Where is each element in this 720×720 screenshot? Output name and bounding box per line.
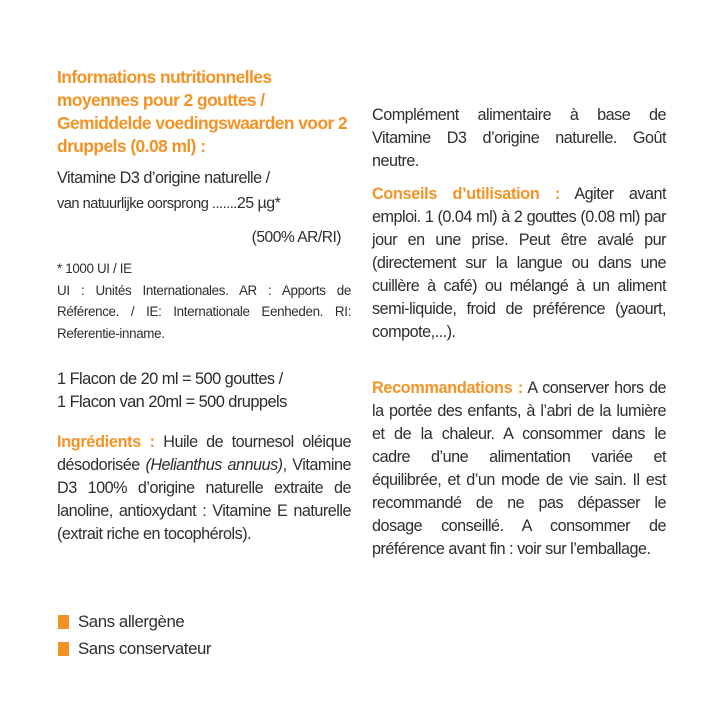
vitamin-origin-label: van natuurlijke oorsprong ....... <box>57 196 237 212</box>
vitamin-d3-line: Vitamine D3 d’origine naturelle / <box>57 169 270 187</box>
bottle-info-nl: 1 Flacon van 20ml = 500 druppels <box>57 393 287 411</box>
ingredients-text-2: , Vitamine D3 100% d’origine naturelle extraite de lanoline, antioxydant : Vitamine E naturelle (extrait riche en tocophérols). <box>57 456 351 543</box>
recommendations-text: A conserver hors de la portée des enfants, à l’abri de la lumière et de la chaleur. A consommer dans le cadre d’une alimentation variée et équilibrée, et d’un mode de vie sain. Il est recommandé de ne pas dépasser le dosage conseillé. A consommer de préférence avant fin : voir sur l’emballage. <box>372 379 666 558</box>
vitamin-reference-percent: (500% AR/RI) <box>251 229 341 246</box>
nutrition-heading: Informations nutritionnelles moyennes pour 2 gouttes / Gemiddelde voedingswaarden voor 2 druppels (0.08 ml) : <box>57 67 348 156</box>
footnote-ui-ie: * 1000 UI / IE <box>57 261 132 276</box>
claim-preservative-free <box>57 635 351 662</box>
ingredients-text-1: Huile de tournesol oléique désodorisée <box>57 433 351 474</box>
ingredients <box>57 431 351 546</box>
claims-list <box>57 608 351 662</box>
orange-square-bullet-icon <box>58 642 69 656</box>
recommendations-label: Recommandations : <box>372 379 523 397</box>
ingredients-label: Ingrédients : <box>57 433 155 451</box>
recommendations <box>372 377 666 561</box>
product-description: Complément alimentaire à base de Vitamine D3 d’origine naturelle. Goût neutre. <box>372 106 666 170</box>
claim-label: Sans conservateur <box>78 638 212 658</box>
orange-square-bullet-icon <box>58 615 69 629</box>
footnote-definitions: UI : Unités Internationales. AR : Apports de Référence. / IE: Internationale Eenheden. RI: Referentie-inname. <box>57 282 351 341</box>
claim-allergen-free <box>57 608 351 635</box>
usage-advice <box>372 183 666 344</box>
bottle-info <box>57 368 351 414</box>
usage-advice-text: Agiter avant emploi. 1 (0.04 ml) à 2 gouttes (0.08 ml) par jour en une prise. Peut être avalé pur (directement sur la langue ou dans une cuillère à café) ou mélangé à un aliment semi-liquide, froid de préférence (yaourt, compote,...). <box>372 185 666 341</box>
claim-label: Sans allergène <box>78 611 185 631</box>
bottle-info-fr: 1 Flacon de 20 ml = 500 gouttes / <box>57 370 283 388</box>
ingredients-latin-name: (Helianthus annuus) <box>145 456 283 474</box>
vitamin-amount-value: 25 µg* <box>236 195 281 212</box>
usage-advice-label: Conseils d’utilisation : <box>372 185 560 203</box>
footnote <box>57 258 351 344</box>
vitamin-d3-amount-line <box>57 192 351 216</box>
